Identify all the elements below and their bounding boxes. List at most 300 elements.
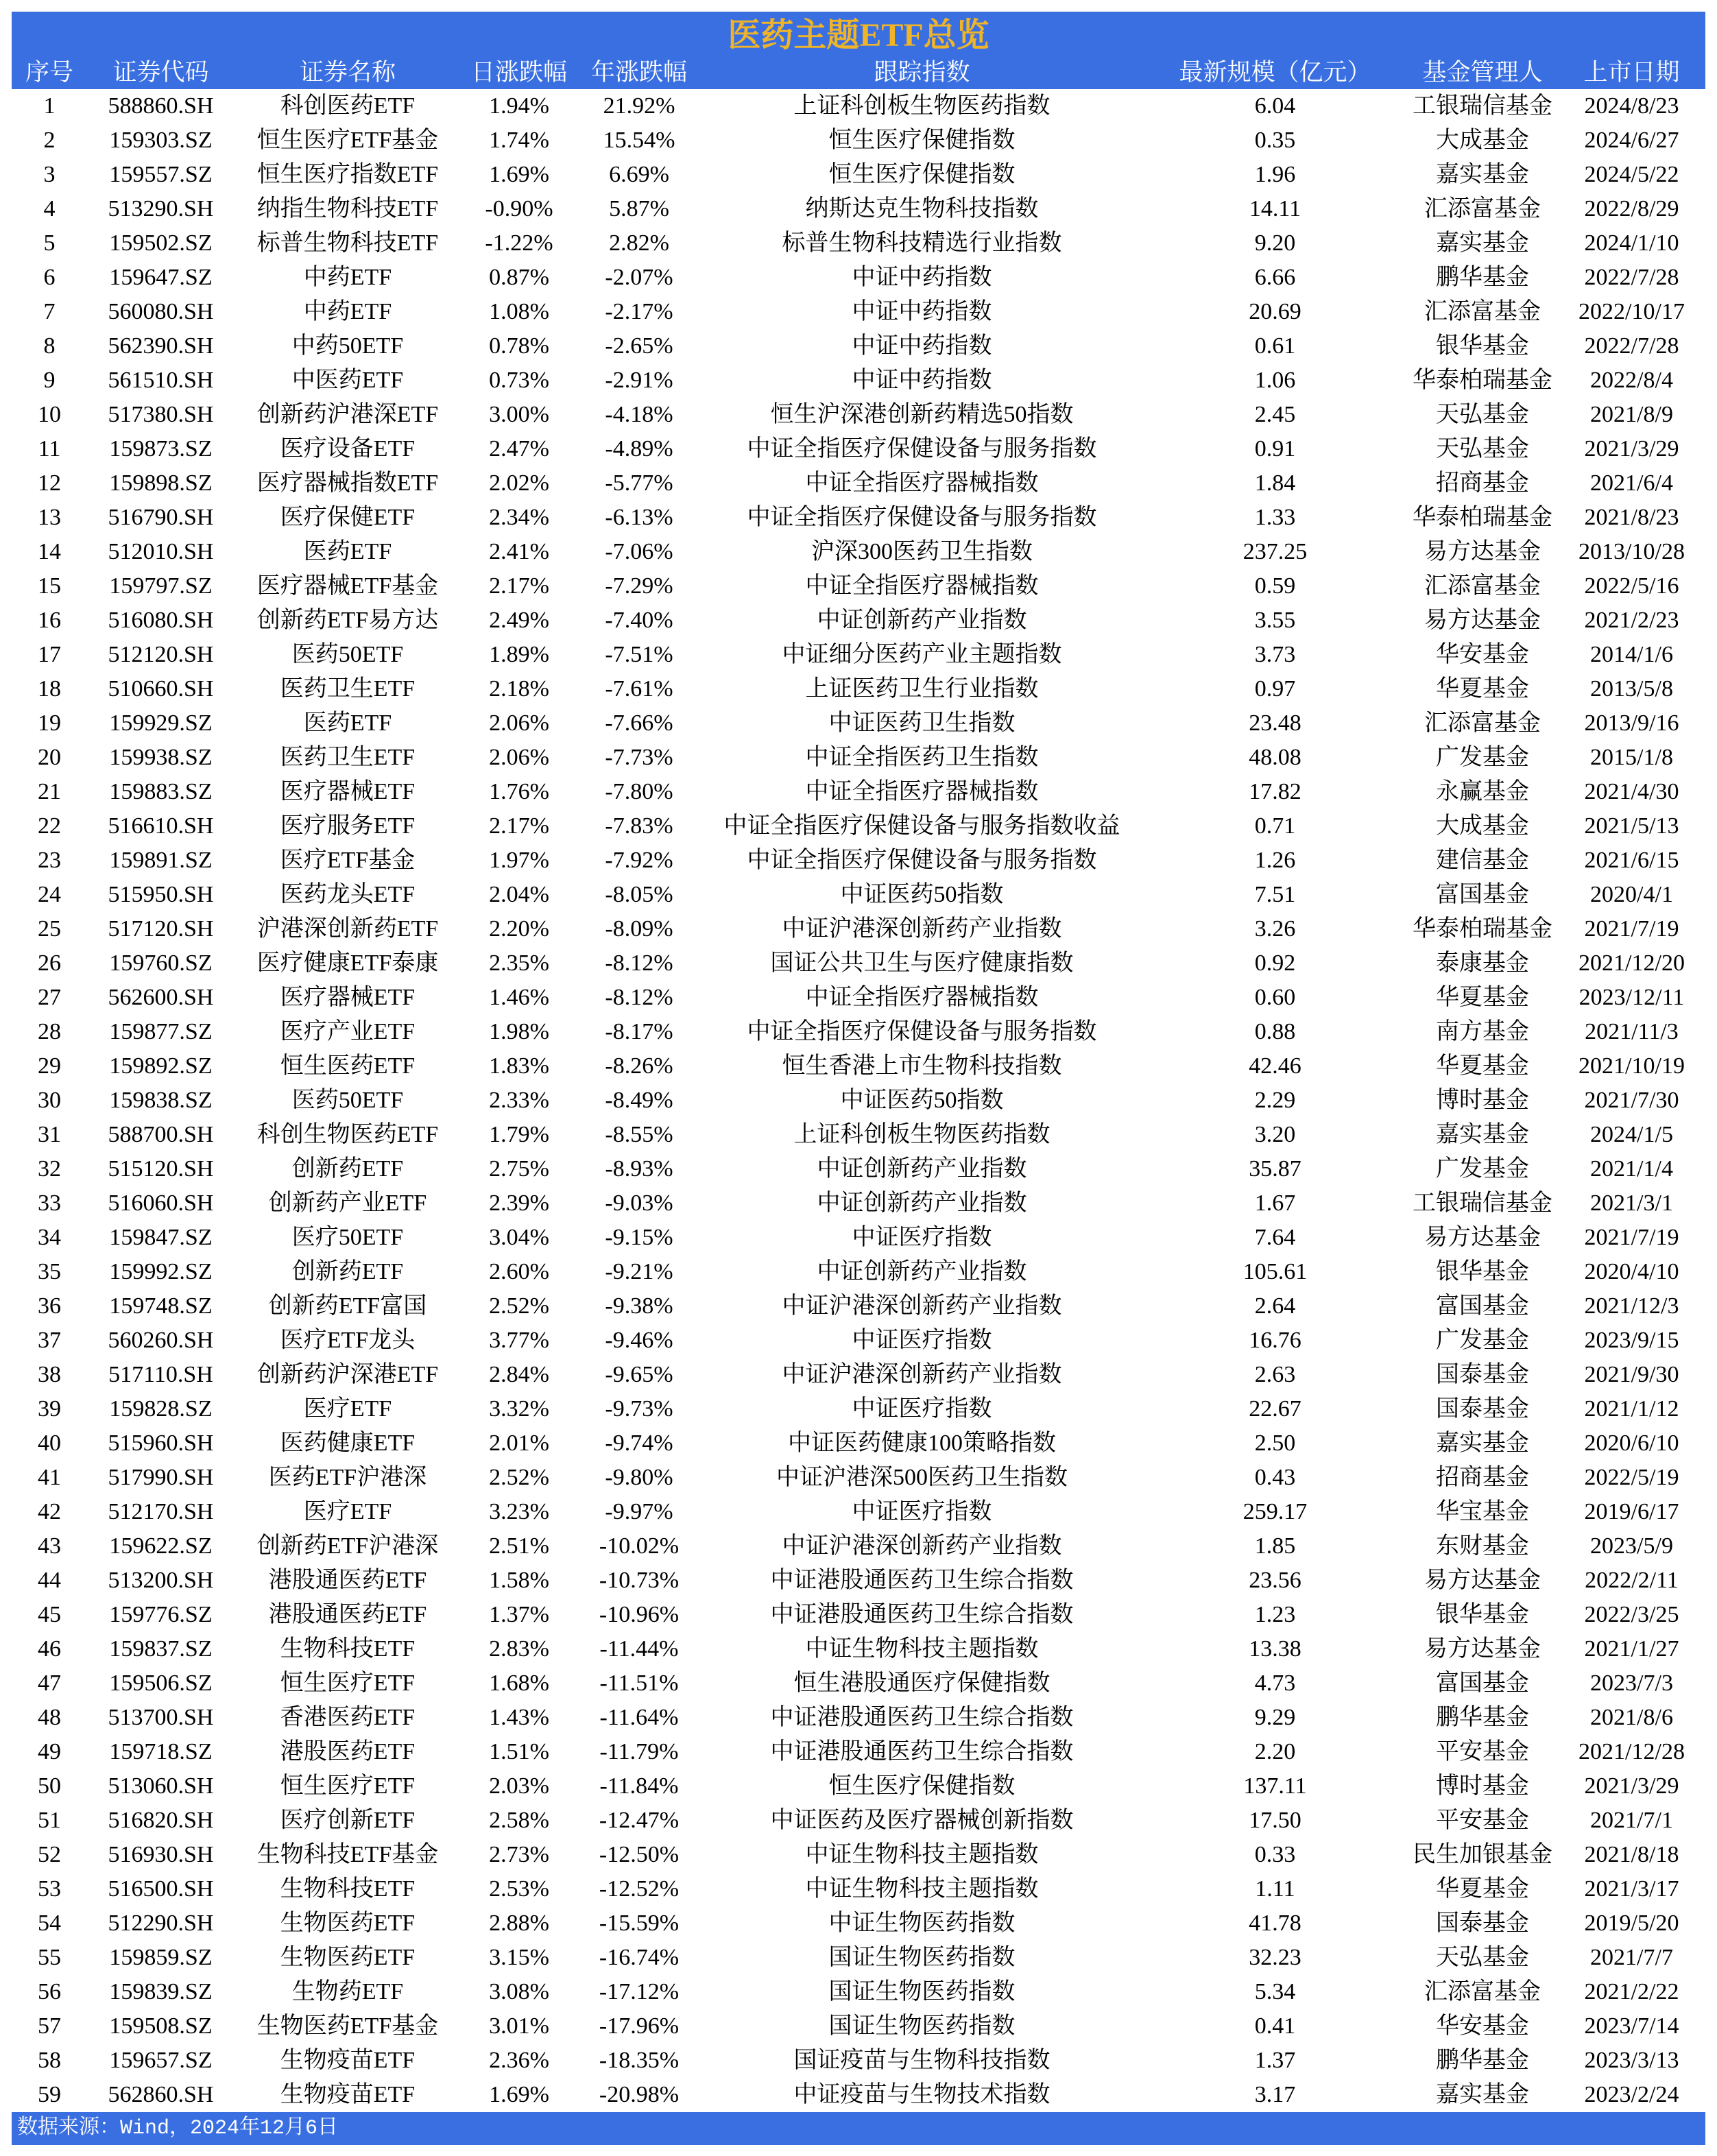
cell-index: 16 bbox=[38, 608, 61, 633]
cell-manager: 博时基金 bbox=[1436, 1088, 1529, 1113]
cell-daily-change: 1.37% bbox=[489, 1602, 549, 1627]
cell-aum: 3.17 bbox=[1254, 2082, 1296, 2107]
cell-name: 创新药ETF沪港深 bbox=[256, 1533, 439, 1559]
cell-yearly-change: -2.07% bbox=[605, 265, 673, 290]
cell-code: 516080.SH bbox=[108, 608, 214, 633]
table-row bbox=[12, 466, 1705, 501]
cell-manager: 富国基金 bbox=[1436, 1670, 1529, 1696]
cell-code: 510660.SH bbox=[108, 676, 214, 702]
cell-name: 医疗ETF bbox=[303, 1499, 392, 1524]
cell-daily-change: -0.90% bbox=[485, 196, 553, 221]
cell-code: 159839.SZ bbox=[109, 1979, 213, 2004]
cell-code: 513060.SH bbox=[108, 1773, 214, 1799]
cell-tracking-index: 中证全指医药卫生指数 bbox=[805, 745, 1039, 770]
cell-list-date: 2021/1/12 bbox=[1584, 1396, 1679, 1422]
cell-manager: 银华基金 bbox=[1436, 1259, 1529, 1284]
cell-index: 8 bbox=[43, 333, 56, 359]
cell-aum: 259.17 bbox=[1242, 1499, 1308, 1524]
table-row bbox=[12, 1323, 1705, 1358]
cell-tracking-index: 恒生医疗保健指数 bbox=[828, 162, 1016, 187]
cell-yearly-change: -9.65% bbox=[605, 1362, 673, 1387]
table-row bbox=[12, 1289, 1705, 1323]
cell-index: 24 bbox=[38, 882, 61, 907]
cell-index: 33 bbox=[38, 1190, 61, 1216]
cell-manager: 广发基金 bbox=[1436, 745, 1529, 770]
cell-code: 159303.SZ bbox=[109, 128, 213, 153]
table-row bbox=[12, 1769, 1705, 1804]
cell-tracking-index: 中证全指医疗器械指数 bbox=[805, 985, 1039, 1010]
cell-daily-change: 2.03% bbox=[489, 1773, 549, 1799]
cell-daily-change: 2.60% bbox=[489, 1259, 549, 1284]
table-row bbox=[12, 1255, 1705, 1289]
cell-aum: 16.76 bbox=[1249, 1328, 1301, 1353]
cell-code: 159859.SZ bbox=[109, 1945, 213, 1970]
table-row bbox=[12, 432, 1705, 466]
table-row bbox=[12, 569, 1705, 603]
cell-list-date: 2021/10/19 bbox=[1578, 1053, 1685, 1079]
cell-name: 医药ETF bbox=[303, 710, 392, 736]
cell-aum: 2.29 bbox=[1254, 1088, 1296, 1113]
cell-manager: 汇添富基金 bbox=[1424, 299, 1541, 324]
cell-yearly-change: -7.83% bbox=[605, 813, 673, 839]
cell-list-date: 2023/2/24 bbox=[1584, 2082, 1679, 2107]
cell-list-date: 2021/1/27 bbox=[1584, 1636, 1679, 1662]
cell-index: 49 bbox=[38, 1739, 61, 1764]
cell-manager: 天弘基金 bbox=[1436, 402, 1529, 427]
cell-list-date: 2021/5/13 bbox=[1584, 813, 1679, 839]
table-header-row bbox=[12, 56, 1705, 89]
table-row bbox=[12, 1426, 1705, 1461]
cell-aum: 2.50 bbox=[1254, 1430, 1296, 1456]
cell-tracking-index: 中证全指医疗器械指数 bbox=[805, 470, 1039, 496]
cell-index: 26 bbox=[38, 950, 61, 976]
cell-aum: 23.56 bbox=[1249, 1568, 1301, 1593]
cell-list-date: 2021/7/30 bbox=[1584, 1088, 1679, 1113]
cell-aum: 9.29 bbox=[1254, 1705, 1296, 1730]
cell-daily-change: 2.52% bbox=[489, 1465, 549, 1490]
cell-code: 588700.SH bbox=[108, 1122, 214, 1147]
cell-manager: 嘉实基金 bbox=[1436, 1122, 1529, 1147]
cell-manager: 博时基金 bbox=[1436, 1773, 1529, 1799]
cell-tracking-index: 中证中药指数 bbox=[852, 265, 992, 290]
cell-manager: 国泰基金 bbox=[1436, 1911, 1529, 1936]
cell-list-date: 2023/3/13 bbox=[1584, 2048, 1679, 2073]
cell-list-date: 2021/8/18 bbox=[1584, 1842, 1679, 1867]
cell-code: 159776.SZ bbox=[109, 1602, 213, 1627]
cell-name: 中药ETF bbox=[303, 265, 392, 290]
cell-index: 59 bbox=[38, 2082, 61, 2107]
cell-daily-change: 2.06% bbox=[489, 710, 549, 736]
cell-index: 17 bbox=[38, 642, 61, 667]
cell-list-date: 2021/3/1 bbox=[1590, 1190, 1673, 1216]
table-row bbox=[12, 1838, 1705, 1872]
cell-list-date: 2019/6/17 bbox=[1584, 1499, 1679, 1524]
cell-daily-change: 3.23% bbox=[489, 1499, 549, 1524]
cell-name: 生物疫苗ETF bbox=[280, 2048, 416, 2073]
cell-code: 513290.SH bbox=[108, 196, 214, 221]
cell-name: 港股通医药ETF bbox=[268, 1602, 427, 1627]
cell-aum: 0.59 bbox=[1254, 573, 1296, 599]
cell-manager: 鹏华基金 bbox=[1436, 265, 1529, 290]
cell-tracking-index: 中证中药指数 bbox=[852, 299, 992, 324]
cell-daily-change: 2.33% bbox=[489, 1088, 549, 1113]
table-row bbox=[12, 2044, 1705, 2078]
cell-list-date: 2023/7/14 bbox=[1584, 2013, 1679, 2039]
cell-index: 22 bbox=[38, 813, 61, 839]
cell-code: 159506.SZ bbox=[109, 1670, 213, 1696]
cell-code: 516060.SH bbox=[108, 1190, 214, 1216]
cell-daily-change: 3.15% bbox=[489, 1945, 549, 1970]
cell-manager: 大成基金 bbox=[1436, 813, 1529, 839]
cell-daily-change: 1.43% bbox=[489, 1705, 549, 1730]
cell-aum: 23.48 bbox=[1249, 710, 1301, 736]
table-row bbox=[12, 775, 1705, 809]
cell-tracking-index: 中证生物科技主题指数 bbox=[805, 1842, 1039, 1867]
cell-code: 512170.SH bbox=[108, 1499, 214, 1524]
cell-manager: 华安基金 bbox=[1436, 2013, 1529, 2039]
cell-yearly-change: -9.38% bbox=[605, 1293, 673, 1319]
cell-list-date: 2024/1/10 bbox=[1584, 230, 1679, 256]
cell-manager: 易方达基金 bbox=[1424, 1568, 1541, 1593]
cell-yearly-change: -9.74% bbox=[605, 1430, 673, 1456]
cell-name: 港股通医药ETF bbox=[268, 1568, 427, 1593]
cell-aum: 1.33 bbox=[1254, 505, 1296, 530]
cell-tracking-index: 纳斯达克生物科技指数 bbox=[805, 196, 1039, 221]
cell-daily-change: 1.98% bbox=[489, 1019, 549, 1044]
cell-yearly-change: -8.49% bbox=[605, 1088, 673, 1113]
cell-code: 513200.SH bbox=[108, 1568, 214, 1593]
cell-aum: 3.73 bbox=[1254, 642, 1296, 667]
cell-yearly-change: -12.50% bbox=[599, 1842, 680, 1867]
cell-list-date: 2021/3/29 bbox=[1584, 1773, 1679, 1799]
cell-daily-change: 3.32% bbox=[489, 1396, 549, 1422]
table-row bbox=[12, 878, 1705, 912]
cell-tracking-index: 中证创新药产业指数 bbox=[817, 1190, 1027, 1216]
cell-tracking-index: 中证创新药产业指数 bbox=[817, 1156, 1027, 1182]
cell-aum: 0.71 bbox=[1254, 813, 1296, 839]
cell-yearly-change: -2.91% bbox=[605, 368, 673, 393]
cell-yearly-change: -10.96% bbox=[599, 1602, 680, 1627]
cell-code: 159760.SZ bbox=[109, 950, 213, 976]
cell-list-date: 2021/8/9 bbox=[1590, 402, 1673, 427]
cell-name: 医疗创新ETF bbox=[280, 1808, 416, 1833]
cell-tracking-index: 中证沪港深创新药产业指数 bbox=[782, 1533, 1062, 1559]
cell-list-date: 2022/5/19 bbox=[1584, 1465, 1679, 1490]
cell-aum: 22.67 bbox=[1249, 1396, 1301, 1422]
cell-daily-change: 3.08% bbox=[489, 1979, 549, 2004]
cell-yearly-change: -4.18% bbox=[605, 402, 673, 427]
cell-index: 41 bbox=[38, 1465, 61, 1490]
cell-index: 13 bbox=[38, 505, 61, 530]
cell-name: 生物科技ETF bbox=[280, 1876, 416, 1902]
cell-index: 14 bbox=[38, 539, 61, 564]
cell-code: 562860.SH bbox=[108, 2082, 214, 2107]
cell-aum: 48.08 bbox=[1249, 745, 1301, 770]
cell-index: 9 bbox=[43, 368, 56, 393]
cell-daily-change: -1.22% bbox=[485, 230, 553, 256]
cell-index: 44 bbox=[38, 1568, 61, 1593]
cell-manager: 民生加银基金 bbox=[1413, 1842, 1552, 1867]
cell-aum: 2.64 bbox=[1254, 1293, 1296, 1319]
cell-index: 53 bbox=[38, 1876, 61, 1902]
table-row bbox=[12, 1049, 1705, 1083]
cell-yearly-change: -8.17% bbox=[605, 1019, 673, 1044]
cell-tracking-index: 中证医药及医疗器械创新指数 bbox=[770, 1808, 1074, 1833]
cell-index: 48 bbox=[38, 1705, 61, 1730]
table-row bbox=[12, 192, 1705, 226]
cell-daily-change: 3.77% bbox=[489, 1328, 549, 1353]
cell-index: 38 bbox=[38, 1362, 61, 1387]
cell-manager: 汇添富基金 bbox=[1424, 1979, 1541, 2004]
cell-daily-change: 2.75% bbox=[489, 1156, 549, 1182]
column-header-daily-change: 日涨跌幅 bbox=[470, 59, 567, 86]
cell-code: 159748.SZ bbox=[109, 1293, 213, 1319]
cell-yearly-change: -10.73% bbox=[599, 1568, 680, 1593]
column-header-manager: 基金管理人 bbox=[1422, 59, 1543, 86]
table-row bbox=[12, 946, 1705, 981]
cell-tracking-index: 国证生物医药指数 bbox=[828, 2013, 1016, 2039]
cell-daily-change: 1.74% bbox=[489, 128, 549, 153]
cell-daily-change: 1.76% bbox=[489, 779, 549, 804]
cell-manager: 广发基金 bbox=[1436, 1156, 1529, 1182]
cell-daily-change: 3.01% bbox=[489, 2013, 549, 2039]
cell-manager: 汇添富基金 bbox=[1424, 573, 1541, 599]
table-row bbox=[12, 363, 1705, 398]
cell-index: 55 bbox=[38, 1945, 61, 1970]
cell-aum: 1.11 bbox=[1255, 1876, 1295, 1902]
cell-daily-change: 2.58% bbox=[489, 1808, 549, 1833]
table-row bbox=[12, 1392, 1705, 1426]
cell-tracking-index: 中证沪港深创新药产业指数 bbox=[782, 916, 1062, 942]
cell-index: 15 bbox=[38, 573, 61, 599]
cell-list-date: 2021/3/29 bbox=[1584, 436, 1679, 462]
cell-list-date: 2020/6/10 bbox=[1584, 1430, 1679, 1456]
cell-manager: 广发基金 bbox=[1436, 1328, 1529, 1353]
cell-manager: 南方基金 bbox=[1436, 1019, 1529, 1044]
cell-list-date: 2024/5/22 bbox=[1584, 162, 1679, 187]
table-row bbox=[12, 672, 1705, 706]
cell-list-date: 2013/5/8 bbox=[1590, 676, 1673, 702]
table-row bbox=[12, 501, 1705, 535]
table-row bbox=[12, 1701, 1705, 1735]
cell-aum: 1.84 bbox=[1254, 470, 1296, 496]
cell-name: 创新药ETF易方达 bbox=[256, 608, 439, 633]
table-row bbox=[12, 261, 1705, 295]
cell-index: 25 bbox=[38, 916, 61, 942]
cell-aum: 41.78 bbox=[1249, 1911, 1301, 1936]
cell-aum: 3.20 bbox=[1254, 1122, 1296, 1147]
cell-manager: 易方达基金 bbox=[1424, 1225, 1541, 1250]
cell-manager: 国泰基金 bbox=[1436, 1362, 1529, 1387]
cell-name: 恒生医药ETF bbox=[280, 1053, 416, 1079]
cell-code: 159622.SZ bbox=[109, 1533, 213, 1559]
cell-daily-change: 1.08% bbox=[489, 299, 549, 324]
cell-manager: 易方达基金 bbox=[1424, 608, 1541, 633]
cell-list-date: 2024/1/5 bbox=[1590, 1122, 1673, 1147]
cell-daily-change: 2.04% bbox=[489, 882, 549, 907]
cell-list-date: 2021/2/22 bbox=[1584, 1979, 1679, 2004]
cell-index: 50 bbox=[38, 1773, 61, 1799]
cell-index: 34 bbox=[38, 1225, 61, 1250]
cell-yearly-change: -17.96% bbox=[599, 2013, 680, 2039]
cell-yearly-change: -10.02% bbox=[599, 1533, 680, 1559]
cell-manager: 嘉实基金 bbox=[1436, 230, 1529, 256]
cell-list-date: 2022/8/4 bbox=[1590, 368, 1673, 393]
cell-tracking-index: 恒生沪深港创新药精选50指数 bbox=[770, 402, 1074, 427]
cell-aum: 3.55 bbox=[1254, 608, 1296, 633]
cell-aum: 0.61 bbox=[1254, 333, 1296, 359]
cell-name: 生物医药ETF bbox=[280, 1911, 416, 1936]
cell-list-date: 2021/7/7 bbox=[1590, 1945, 1673, 1970]
cell-daily-change: 0.87% bbox=[489, 265, 549, 290]
cell-manager: 易方达基金 bbox=[1424, 539, 1541, 564]
cell-code: 588860.SH bbox=[108, 93, 214, 119]
cell-tracking-index: 中证创新药产业指数 bbox=[817, 608, 1027, 633]
cell-aum: 0.33 bbox=[1254, 1842, 1296, 1867]
cell-aum: 20.69 bbox=[1249, 299, 1301, 324]
table-row bbox=[12, 1941, 1705, 1975]
cell-manager: 工银瑞信基金 bbox=[1413, 1190, 1552, 1216]
cell-yearly-change: -11.51% bbox=[599, 1670, 679, 1696]
cell-code: 159992.SZ bbox=[109, 1259, 213, 1284]
cell-name: 医药50ETF bbox=[291, 642, 404, 667]
cell-daily-change: 1.94% bbox=[489, 93, 549, 119]
cell-list-date: 2021/7/1 bbox=[1590, 1808, 1673, 1833]
cell-aum: 137.11 bbox=[1243, 1773, 1307, 1799]
cell-aum: 2.45 bbox=[1254, 402, 1296, 427]
cell-name: 生物药ETF bbox=[291, 1979, 404, 2004]
cell-index: 58 bbox=[38, 2048, 61, 2073]
cell-aum: 0.91 bbox=[1254, 436, 1296, 462]
cell-yearly-change: -9.21% bbox=[605, 1259, 673, 1284]
cell-yearly-change: -7.66% bbox=[605, 710, 673, 736]
cell-daily-change: 2.18% bbox=[489, 676, 549, 702]
cell-aum: 0.97 bbox=[1254, 676, 1296, 702]
cell-tracking-index: 中证港股通医药卫生综合指数 bbox=[770, 1602, 1074, 1627]
cell-name: 生物医药ETF bbox=[280, 1945, 416, 1970]
cell-list-date: 2021/1/4 bbox=[1590, 1156, 1673, 1182]
table-row bbox=[12, 1015, 1705, 1049]
table-row bbox=[12, 981, 1705, 1015]
cell-list-date: 2015/1/8 bbox=[1590, 745, 1673, 770]
cell-yearly-change: -7.06% bbox=[605, 539, 673, 564]
cell-name: 医药卫生ETF bbox=[280, 676, 416, 702]
cell-manager: 银华基金 bbox=[1436, 1602, 1529, 1627]
cell-name: 恒生医疗指数ETF bbox=[256, 162, 439, 187]
cell-index: 10 bbox=[38, 402, 61, 427]
cell-yearly-change: -7.61% bbox=[605, 676, 673, 702]
cell-code: 159873.SZ bbox=[109, 436, 213, 462]
cell-code: 159718.SZ bbox=[109, 1739, 213, 1764]
cell-manager: 华宝基金 bbox=[1436, 1499, 1529, 1524]
cell-aum: 1.37 bbox=[1254, 2048, 1296, 2073]
cell-code: 517990.SH bbox=[108, 1465, 214, 1490]
cell-tracking-index: 中证医药50指数 bbox=[840, 1088, 1004, 1113]
cell-yearly-change: -2.17% bbox=[605, 299, 673, 324]
cell-manager: 永赢基金 bbox=[1436, 779, 1529, 804]
cell-code: 560260.SH bbox=[108, 1328, 214, 1353]
cell-index: 11 bbox=[38, 436, 61, 462]
cell-daily-change: 0.73% bbox=[489, 368, 549, 393]
cell-manager: 华泰柏瑞基金 bbox=[1413, 505, 1552, 530]
column-header-yearly-change: 年涨跌幅 bbox=[590, 59, 687, 86]
cell-aum: 2.20 bbox=[1254, 1739, 1296, 1764]
cell-name: 恒生医疗ETF bbox=[280, 1670, 416, 1696]
cell-daily-change: 2.41% bbox=[489, 539, 549, 564]
cell-index: 47 bbox=[38, 1670, 61, 1696]
cell-list-date: 2022/8/29 bbox=[1584, 196, 1679, 221]
cell-name: 医药健康ETF bbox=[280, 1430, 416, 1456]
cell-code: 513700.SH bbox=[108, 1705, 214, 1730]
cell-code: 159891.SZ bbox=[109, 848, 213, 873]
cell-code: 159837.SZ bbox=[109, 1636, 213, 1662]
cell-yearly-change: -17.12% bbox=[599, 1979, 680, 2004]
table-row bbox=[12, 1186, 1705, 1221]
cell-manager: 华夏基金 bbox=[1436, 676, 1529, 702]
cell-daily-change: 2.51% bbox=[489, 1533, 549, 1559]
cell-list-date: 2013/9/16 bbox=[1584, 710, 1679, 736]
cell-code: 159657.SZ bbox=[109, 2048, 213, 2073]
cell-code: 560080.SH bbox=[108, 299, 214, 324]
cell-index: 5 bbox=[43, 230, 56, 256]
cell-tracking-index: 上证科创板生物医药指数 bbox=[793, 1122, 1050, 1147]
cell-daily-change: 2.36% bbox=[489, 2048, 549, 2073]
cell-daily-change: 2.34% bbox=[489, 505, 549, 530]
cell-daily-change: 2.52% bbox=[489, 1293, 549, 1319]
table-row bbox=[12, 638, 1705, 672]
cell-tracking-index: 恒生港股通医疗保健指数 bbox=[793, 1670, 1050, 1696]
cell-manager: 建信基金 bbox=[1436, 848, 1529, 873]
cell-list-date: 2021/12/3 bbox=[1584, 1293, 1679, 1319]
cell-name: 创新药沪深港ETF bbox=[256, 1362, 439, 1387]
cell-yearly-change: -11.79% bbox=[599, 1739, 679, 1764]
cell-code: 515960.SH bbox=[108, 1430, 214, 1456]
cell-tracking-index: 中证沪港深500医药卫生指数 bbox=[776, 1465, 1068, 1490]
cell-index: 32 bbox=[38, 1156, 61, 1182]
table-row bbox=[12, 1083, 1705, 1118]
cell-tracking-index: 中证创新药产业指数 bbox=[817, 1259, 1027, 1284]
table-row bbox=[12, 741, 1705, 775]
cell-code: 561510.SH bbox=[108, 368, 214, 393]
table-row bbox=[12, 843, 1705, 878]
cell-index: 40 bbox=[38, 1430, 61, 1456]
cell-list-date: 2021/12/28 bbox=[1578, 1739, 1685, 1764]
cell-manager: 嘉实基金 bbox=[1436, 1430, 1529, 1456]
cell-yearly-change: -6.13% bbox=[605, 505, 673, 530]
cell-aum: 3.26 bbox=[1254, 916, 1296, 942]
table-row bbox=[12, 158, 1705, 192]
cell-index: 2 bbox=[43, 128, 56, 153]
cell-yearly-change: -11.64% bbox=[599, 1705, 679, 1730]
cell-aum: 1.85 bbox=[1254, 1533, 1296, 1559]
cell-code: 159502.SZ bbox=[109, 230, 213, 256]
cell-manager: 富国基金 bbox=[1436, 882, 1529, 907]
cell-name: 医药50ETF bbox=[291, 1088, 404, 1113]
cell-aum: 0.43 bbox=[1254, 1465, 1296, 1490]
cell-yearly-change: -8.55% bbox=[605, 1122, 673, 1147]
cell-list-date: 2021/6/15 bbox=[1584, 848, 1679, 873]
cell-daily-change: 2.17% bbox=[489, 813, 549, 839]
cell-yearly-change: -8.26% bbox=[605, 1053, 673, 1079]
cell-code: 515950.SH bbox=[108, 882, 214, 907]
cell-aum: 6.66 bbox=[1254, 265, 1296, 290]
cell-name: 沪港深创新药ETF bbox=[256, 916, 439, 942]
cell-code: 516500.SH bbox=[108, 1876, 214, 1902]
cell-tracking-index: 中证医药卫生指数 bbox=[828, 710, 1016, 736]
cell-aum: 237.25 bbox=[1242, 539, 1308, 564]
cell-daily-change: 1.69% bbox=[489, 2082, 549, 2107]
cell-yearly-change: -8.12% bbox=[605, 985, 673, 1010]
